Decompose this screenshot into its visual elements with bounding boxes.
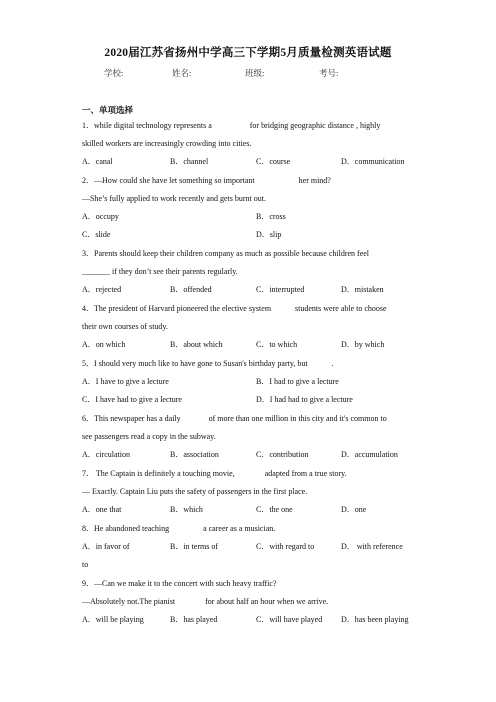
page-title: 2020届江苏省扬州中学高三下学期5月质量检测英语试题 [104,47,392,59]
section-title: 一、单项选择 [82,105,134,115]
q9-option-b[interactable]: B．has played [170,615,218,624]
q1-option-d[interactable]: D．communication [341,157,405,166]
school-field: 学校: [104,68,124,78]
q4-option-c[interactable]: C．to which [256,340,298,349]
q2-stem-part: her mind? [298,176,331,185]
q1-stem-part: 1．while digital technology represents a [82,121,212,130]
q7-option-b[interactable]: B．which [170,505,203,514]
q2-option-d[interactable]: D．slip [256,230,282,239]
q8-stem-part: a career as a musician. [203,524,276,533]
q7-option-d[interactable]: D．one [341,505,367,514]
question-6-stem-cont: see passengers read a copy in the subway. [82,432,216,441]
q8-option-a[interactable]: A．in favor of [82,542,130,551]
q6-option-b[interactable]: B．association [170,450,219,459]
number-field: 考号: [319,68,339,78]
class-field: 班级: [245,68,265,78]
question-1-stem [82,121,380,131]
question-7-stem [82,469,347,479]
question-9-stem: 9．—Can we make it to the concert with such heavy traffic? [82,579,277,588]
question-7-stem-cont: — Exactly. Captain Liu puts the safety of passengers in the first place. [82,487,308,496]
question-5-stem [82,359,334,369]
question-4-stem-cont: their own courses of study. [82,322,168,331]
q3-option-a[interactable]: A．rejected [82,285,122,294]
question-3-stem: 3．Parents should keep their children company as much as possible because children feel [82,249,370,258]
q2-stem-part: 2．—How could she have let something so important [82,176,255,185]
q5-stem-part: 5．I should very much like to have gone to Susan's birthday party, but [82,359,308,368]
q1-option-b[interactable]: B．channel [170,157,209,166]
q6-option-c[interactable]: C．contribution [256,450,309,459]
q6-stem-part: 6．This newspaper has a daily [82,414,181,423]
q8-option-d[interactable]: D． with reference [341,542,403,551]
q4-stem-part: students were able to choose [295,304,387,313]
q1-option-c[interactable]: C．course [256,157,291,166]
q7-stem-part: adapted from a true story. [264,469,347,478]
question-1-stem-cont: skilled workers are increasingly crowding into cities. [82,139,252,148]
q7-option-c[interactable]: C．the one [256,505,293,514]
q5-option-a[interactable]: A．I have to give a lecture [82,377,169,386]
question-6-stem [82,414,387,424]
name-field: 姓名: [172,68,192,78]
q1-stem-part: for bridging geographic distance , highly [249,121,381,130]
question-3-stem-cont: _______ if they don’t see their parents regularly. [82,267,238,276]
q8-option-c[interactable]: C．with regard to [256,542,315,551]
q2-option-c[interactable]: C．slide [82,230,111,239]
question-9-stem-cont [82,597,328,607]
q5-option-d[interactable]: D．I had had to give a lecture [256,395,353,404]
q5-stem-part: . [331,359,334,368]
q9-option-c[interactable]: C．will have played [256,615,323,624]
q8-option-b[interactable]: B．in terms of [170,542,218,551]
q5-option-b[interactable]: B．I had to give a lecture [256,377,339,386]
question-8-stem [82,524,275,534]
q5-option-c[interactable]: C．I have had to give a lecture [82,395,182,404]
q6-stem-part: of more than one million in this city and it's common to [208,414,387,423]
q1-option-a[interactable]: A．canal [82,157,113,166]
q3-option-c[interactable]: C．interrupted [256,285,305,294]
question-2-stem-cont: —She’s fully applied to work recently and gets burnt out. [82,194,266,203]
q8-option-d-cont: to [82,560,89,569]
q2-option-b[interactable]: B．cross [256,212,286,221]
question-4-stem [82,304,387,314]
q9-option-d[interactable]: D．has been playing [341,615,409,624]
q9-option-a[interactable]: A．will be playing [82,615,144,624]
q4-option-a[interactable]: A．on which [82,340,126,349]
q8-stem-part: 8．He abandoned teaching [82,524,170,533]
question-2-stem [82,176,331,186]
q3-option-d[interactable]: D．mistaken [341,285,384,294]
q6-option-a[interactable]: A．circulation [82,450,130,459]
q2-option-a[interactable]: A．occupy [82,212,119,221]
q4-stem-part: 4．The president of Harvard pioneered the elective system [82,304,272,313]
q9-stem-part: —Absolutely not.The pianist [82,597,176,606]
q7-option-a[interactable]: A．one that [82,505,122,514]
q9-stem-part: for about half an hour when we arrive. [205,597,329,606]
q4-option-d[interactable]: D．by which [341,340,385,349]
q6-option-d[interactable]: D．accumulation [341,450,398,459]
q4-option-b[interactable]: B．about which [170,340,223,349]
q7-stem-part: 7． The Captain is definitely a touching movie, [82,469,235,478]
q3-option-b[interactable]: B．offended [170,285,212,294]
